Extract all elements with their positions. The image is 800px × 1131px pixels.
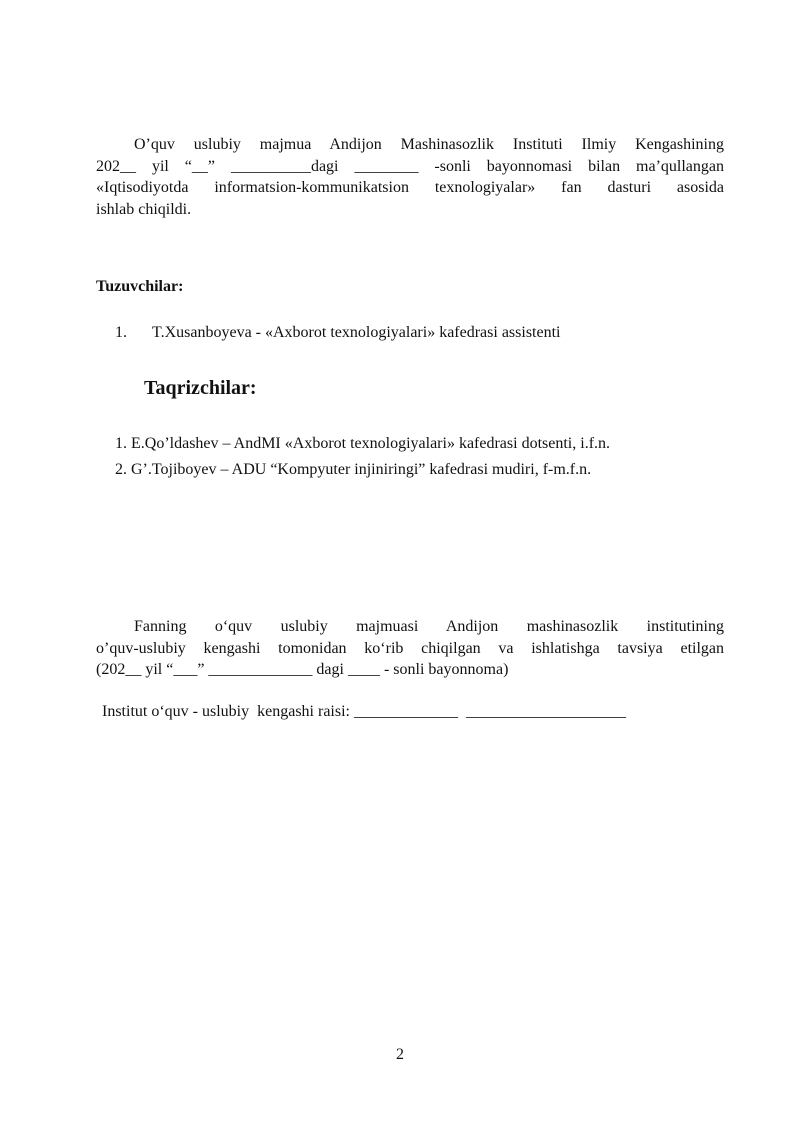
reviewer-item: 1. E.Qo’ldashev – AndMI «Axborot texnologiyalari» kafedrasi dotsenti, i.f.n. bbox=[115, 435, 611, 452]
intro-line-1: O’quv uslubiy majmua Andijon Mashinasozlik Instituti Ilmiy Kengashining bbox=[134, 136, 724, 153]
chair-signature-line: Institut o‘quv - uslubiy kengashi raisi: _____________ ____________________ bbox=[102, 703, 626, 720]
author-number: 1. bbox=[115, 324, 127, 341]
author-text: T.Xusanboyeva - «Axborot texnologiyalari» kafedrasi assistenti bbox=[152, 324, 561, 341]
author-item bbox=[115, 324, 560, 342]
approval-paragraph bbox=[96, 616, 724, 681]
approval-line-2: o’quv-uslubiy kengashi tomonidan ko‘rib chiqilgan va ishlatishga tavsiya etilgan bbox=[96, 639, 724, 657]
intro-line-3: «Iqtisodiyotda informatsion-kommunikatsion texnologiyalar» fan dasturi asosida bbox=[96, 179, 724, 196]
intro-line-4: ishlab chiqildi. bbox=[96, 200, 192, 218]
authors-heading: Tuzuvchilar: bbox=[96, 278, 184, 295]
reviewer-item: 2. G’.Tojiboyev – ADU “Kompyuter injiniringi” kafedrasi mudiri, f-m.f.n. bbox=[115, 461, 592, 478]
reviewers-heading: Taqrizchilar: bbox=[144, 377, 257, 399]
approval-line-3: (202__ yil “___” _____________ dagi ____ - sonli bayonnoma) bbox=[96, 661, 509, 678]
page-number: 2 bbox=[396, 1046, 404, 1063]
intro-line-2: 202__ yil “__” __________dagi ________ -sonli bayonnomasi bilan ma’qullangan bbox=[96, 157, 724, 175]
intro-paragraph bbox=[96, 134, 724, 220]
approval-line-1: Fanning o‘quv uslubiy majmuasi Andijon mashinasozlik institutining bbox=[134, 618, 724, 635]
